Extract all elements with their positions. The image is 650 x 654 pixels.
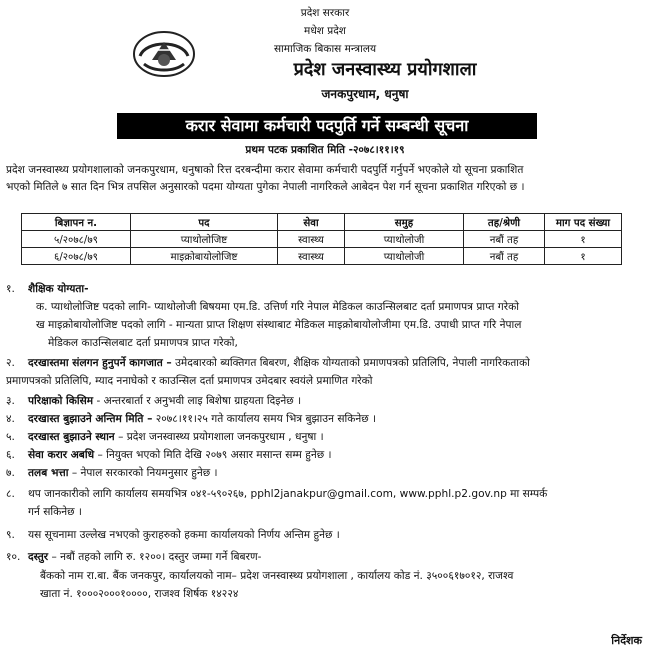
item-title: तलब भत्ता [28,467,69,479]
table-cell: प्याथोलोजिष्ट [131,231,278,248]
table-header-row [22,214,622,231]
table-row [22,248,622,265]
item-title: दरखास्त बुझाउने अन्तिम मिति – [28,413,153,425]
item-number: ८. [6,488,15,500]
item-text: थप जानकारीको लागि कार्यालय समयभित्र ०४१-५९०२६७, pphl2janakpur@gmail.com, www.pphl.p2.gov.np मा सम्पर्क [28,488,548,500]
item-text: यस सूचनामा उल्लेख नभएको कुराहरुको हकमा कार्यालयको निर्णय अन्तिम हुनेछ । [28,529,340,541]
table-cell: स्वास्थ्य [278,231,345,248]
table-cell: माइक्रोबायोलोजिष्ट [131,248,278,265]
col-header-group: समुह [345,214,464,231]
table-cell: ६/२०७८/७९ [22,248,131,265]
table-cell: प्याथोलोजी [345,248,464,265]
intro-paragraph [6,162,646,196]
item-number: २. [6,357,15,369]
col-header-count: माग पद संख्या [545,214,622,231]
table-cell: १ [545,248,622,265]
table-cell: नबौं तह [464,231,545,248]
table-cell: नबौं तह [464,248,545,265]
table-cell: प्याथोलोजी [345,231,464,248]
item-number: ९. [6,529,15,541]
item-text: २०७८।११।२५ गते कार्यालय समय भित्र बुझाउन सकिनेछ । [152,413,377,425]
item-title: दरखास्त बुझाउने स्थान [28,431,115,443]
item-text: – नबौं तहको लागि रु. १२००। दस्तुर जम्मा गर्ने बिबरण- [48,551,262,563]
item-title: परिक्षाको किसिम [28,395,94,407]
item-number: १. [6,283,15,295]
item-title: सेवा करार अबधि [28,449,95,461]
item-number: १०. [6,551,21,563]
header-office: प्रदेश जनस्वास्थ्य प्रयोगशाला [293,59,477,80]
col-header-level: तह/श्रेणी [464,214,545,231]
item-number: ६. [6,449,15,461]
item-title: शैक्षिक योग्यता- [28,283,89,295]
item-number: ७. [6,467,15,479]
intro-line: भएको मितिले ७ सात दिन भित्र तपसिल अनुसारको पदमा योग्यता पुगेका नेपाली नागरिकले आबेदन पेश गर्न सूचना प्रकाशित गरिएको छ । [6,181,525,193]
table-row [22,231,622,248]
item-text: – नियुक्त भएको मिति देखि २०७९ असार मसान्त सम्म हुनेछ । [94,449,332,461]
item-number: ५. [6,431,15,443]
published-date: प्रथम पटक प्रकाशित मिति -२०७८।११।१९ [245,144,405,156]
header-province: मधेश प्रदेश [304,25,346,37]
qualification-line: ख माइक्रोबायोलोजिष्ट पदको लागि - मान्यता प्राप्त शिक्षण संस्थाबाट मेडिकल माइक्रोबायोलोजीमा एम.डि. उपाधी प्राप्त गरि नेपाल [36,319,522,331]
item-text: – प्रदेश जनस्वास्थ्य प्रयोगशाला जनकपुरधाम , धनुषा । [114,431,324,443]
item-title: दरखास्तमा संलगन हुनुपर्ने कागजात – [28,357,172,369]
header-ministry: सामाजिक बिकास मन्त्रालय [273,43,377,55]
item-text: उमेदबारको ब्यक्तिगत बिबरण, शैक्षिक योग्यताको प्रमाणपत्रको प्रतिलिपि, नेपाली नागरिकताको [171,357,530,369]
signoff-director: निर्देशक [611,634,642,647]
item-text: - अन्तरबार्ता र अनुभवी लाइ बिशेषा ग्राहयता दिइनेछ । [93,395,302,407]
item-text: – नेपाल सरकारको नियमनुसार हुनेछ । [68,467,218,479]
bank-details-line: बैंकको नाम रा.बा. बैंक जनकपुर, कार्यालयको नाम– प्रदेश जनस्वास्थ्य प्रयोगशाला , कार्यालय कोड नं. ३५००६१७०१२, राजश्व [40,570,514,582]
col-header-post: पद [131,214,278,231]
qualification-line: मेडिकल काउन्सिलबाट दर्ता प्रमाणपत्र प्राप्त गरेको, [48,337,238,349]
col-header-ad-number: बिज्ञापन न. [22,214,131,231]
table-cell: १ [545,231,622,248]
qualification-line: क. प्याथोलोजिष्ट पदको लागि- प्याथोलोजी बिषयमा एम.डि. उत्तिर्ण गरि नेपाल मेडिकल काउन्सिलबाट दर्ता प्रमाणपत्र प्राप्त गरेको [36,301,519,313]
table-cell: स्वास्थ्य [278,248,345,265]
header-government: प्रदेश सरकार [300,7,350,19]
table-cell: ५/२०७८/७९ [22,231,131,248]
bank-details-line: खाता नं. १०००२०००१००००, राजश्व शिर्षक १४२२४ [40,588,239,600]
item-text: गर्न सकिनेछ । [28,506,82,518]
item-number: ४. [6,413,15,425]
header-location: जनकपुरधाम, धनुषा [321,87,409,101]
col-header-service: सेवा [278,214,345,231]
intro-line: प्रदेश जनस्वास्थ्य प्रयोगशालाको जनकपुरधाम, धनुषाको रित्त दरबन्दीमा करार सेवामा कर्मचारी पदपुर्ति गर्नुपर्ने भएकोले यो सूचना प्रकाशित [6,164,524,176]
vacancy-table [21,213,622,265]
item-number: ३. [6,395,15,407]
item-text: प्रमाणपत्रको प्रतिलिपि, म्याद ननाघेको र काउन्सिल दर्ता प्रमाणपत्र उमेदबार स्वयंले प्रमाणित गरेको [6,375,373,387]
notice-title: करार सेवामा कर्मचारी पदपुर्ति गर्ने सम्बन्धी सूचना [117,113,537,139]
item-title: दस्तुर [28,551,49,563]
